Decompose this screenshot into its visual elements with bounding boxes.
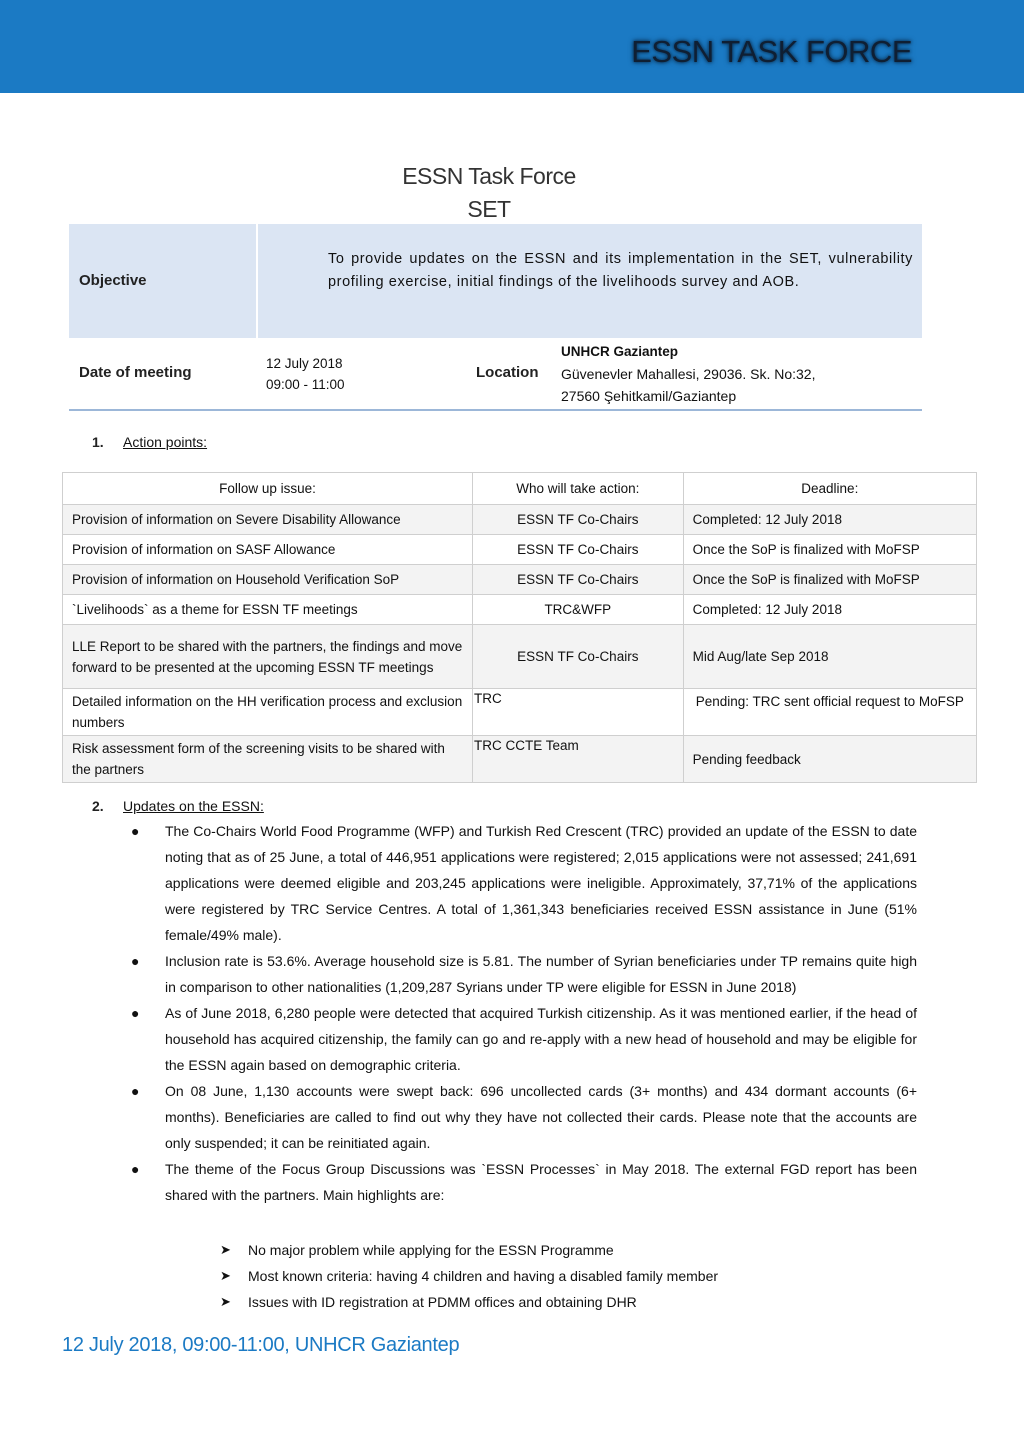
page-footer: 12 July 2018, 09:00-11:00, UNHCR Gaziantep (62, 1334, 460, 1356)
section-number: 2. (92, 798, 104, 814)
table-cell: ESSN TF Co-Chairs (473, 565, 684, 595)
table-cell: ESSN TF Co-Chairs (473, 625, 684, 689)
section-title: Updates on the ESSN: (123, 798, 264, 814)
table-cell: Provision of information on Severe Disability Allowance (63, 505, 473, 535)
list-item-text: The Co-Chairs World Food Programme (WFP) and Turkish Red Crescent (TRC) provided an update of the ESSN to date noting that as of 25 June, a total of 446,951 applications were registered; 2,015 applications were not assessed; 241,691 applications were deemed eligible and 203,245 applications were ineligible. Approximately, 37,71% of the applications were registered by TRC Service Centres. A total of 1,361,343 beneficiaries received ESSN assistance in June (51% female/49% male). (165, 823, 917, 943)
list-item (131, 1156, 917, 1208)
table-cell: Once the SoP is finalized with MoFSP (683, 535, 976, 565)
list-item (131, 1000, 917, 1078)
list-item-text: The theme of the Focus Group Discussions was `ESSN Processes` in May 2018. The external FGD report has been shared with the partners. Main highlights are: (165, 1161, 917, 1203)
table-cell: `Livelihoods` as a theme for ESSN TF meetings (63, 595, 473, 625)
table-row (63, 565, 977, 595)
location-value (561, 341, 815, 407)
table-cell: TRC (473, 689, 684, 736)
date-value: 12 July 2018 (266, 356, 343, 371)
location-label: Location (476, 364, 539, 381)
table-header-cell: Who will take action: (473, 473, 684, 505)
meeting-info-table (69, 224, 922, 411)
table-cell: Mid Aug/late Sep 2018 (683, 625, 976, 689)
table-row (63, 595, 977, 625)
document-title-line1: ESSN Task Force SET (402, 163, 576, 222)
arrow-right-icon: ➤ (220, 1294, 231, 1309)
sub-list-item (220, 1289, 718, 1315)
action-points-table (62, 472, 977, 783)
table-header-cell: Follow up issue: (63, 473, 473, 505)
table-cell: LLE Report to be shared with the partners, the findings and move forward to be presented at the upcoming ESSN TF meetings (63, 625, 473, 689)
arrow-right-icon: ➤ (220, 1242, 231, 1257)
bullet-icon: ● (131, 823, 140, 839)
date-location-row (69, 339, 922, 411)
table-cell: Detailed information on the HH verification process and exclusion numbers (63, 689, 473, 736)
list-item-text: On 08 June, 1,130 accounts were swept back: 696 uncollected cards (3+ months) and 434 dormant accounts (6+ months). Beneficiaries are called to find out why they have not collected their cards. Please note that the accounts are only suspended; it can be reinitiated again. (165, 1083, 917, 1151)
header-banner (0, 0, 1024, 93)
table-cell: ESSN TF Co-Chairs (473, 535, 684, 565)
table-cell: Completed: 12 July 2018 (683, 505, 976, 535)
section-updates-heading (92, 798, 264, 814)
location-line3: 27560 Şehitkamil/Gaziantep (561, 388, 737, 404)
objective-text: To provide updates on the ESSN and its implementation in the SET, vulnerability profiling exercise, initial findings of the livelihoods survey and AOB. (328, 251, 913, 290)
table-cell: Pending: TRC sent official request to MoFSP (683, 689, 976, 736)
table-cell: Once the SoP is finalized with MoFSP (683, 565, 976, 595)
bullet-icon: ● (131, 1083, 140, 1099)
banner-title: ESSN TASK FORCE (631, 34, 912, 69)
updates-list (131, 818, 917, 1208)
table-header-row (63, 473, 977, 505)
bullet-icon: ● (131, 1005, 140, 1021)
table-cell: TRC&WFP (473, 595, 684, 625)
objective-row (69, 224, 922, 339)
table-cell: Risk assessment form of the screening visits to be shared with the partners (63, 736, 473, 783)
table-cell: Completed: 12 July 2018 (683, 595, 976, 625)
highlights-list (220, 1237, 719, 1315)
section-action-points-heading (92, 434, 207, 450)
table-header-cell: Deadline: (683, 473, 976, 505)
table-cell: Pending feedback (683, 736, 976, 783)
table-row (63, 625, 977, 689)
table-row (63, 736, 977, 783)
table-cell: Provision of information on Household Verification SoP (63, 565, 473, 595)
table-row (63, 689, 977, 736)
list-item (131, 948, 917, 1000)
column-divider (256, 224, 258, 338)
sub-list-item-text: Most known criteria: having 4 children and having a disabled family member (248, 1268, 719, 1284)
bullet-icon: ● (131, 1161, 140, 1177)
sub-list-item-text: No major problem while applying for the ESSN Programme (248, 1242, 614, 1258)
time-value: 09:00 - 11:00 (266, 377, 345, 392)
table-row (63, 535, 977, 565)
table-cell: Provision of information on SASF Allowance (63, 535, 473, 565)
section-title: Action points: (123, 434, 208, 450)
table-row (63, 505, 977, 535)
list-item-text: As of June 2018, 6,280 people were detected that acquired Turkish citizenship. As it was mentioned earlier, if the head of household has acquired citizenship, the family can go and re-apply with a new head of household and may be eligible for the ESSN again based on demographic criteria. (165, 1005, 917, 1073)
date-label: Date of meeting (79, 364, 192, 381)
objective-label: Objective (79, 272, 147, 289)
section-number: 1. (92, 434, 104, 450)
arrow-right-icon: ➤ (220, 1268, 231, 1283)
sub-list-item (220, 1263, 719, 1289)
sub-list-item-text: Issues with ID registration at PDMM offices and obtaining DHR (248, 1294, 637, 1310)
table-cell: TRC CCTE Team (473, 736, 684, 783)
list-item-text: Inclusion rate is 53.6%. Average household size is 5.81. The number of Syrian beneficiaries under TP remains quite high in comparison to other nationalities (1,209,287 Syrians under TP were eligible for ESSN in June 2018) (165, 953, 917, 995)
list-item (131, 818, 917, 948)
list-item (131, 1078, 917, 1156)
location-line1: UNHCR Gaziantep (561, 344, 679, 359)
table-cell: ESSN TF Co-Chairs (473, 505, 684, 535)
location-line2: Güvenevler Mahallesi, 29036. Sk. No:32, (561, 366, 816, 382)
bullet-icon: ● (131, 953, 140, 969)
sub-list-item (220, 1237, 718, 1263)
